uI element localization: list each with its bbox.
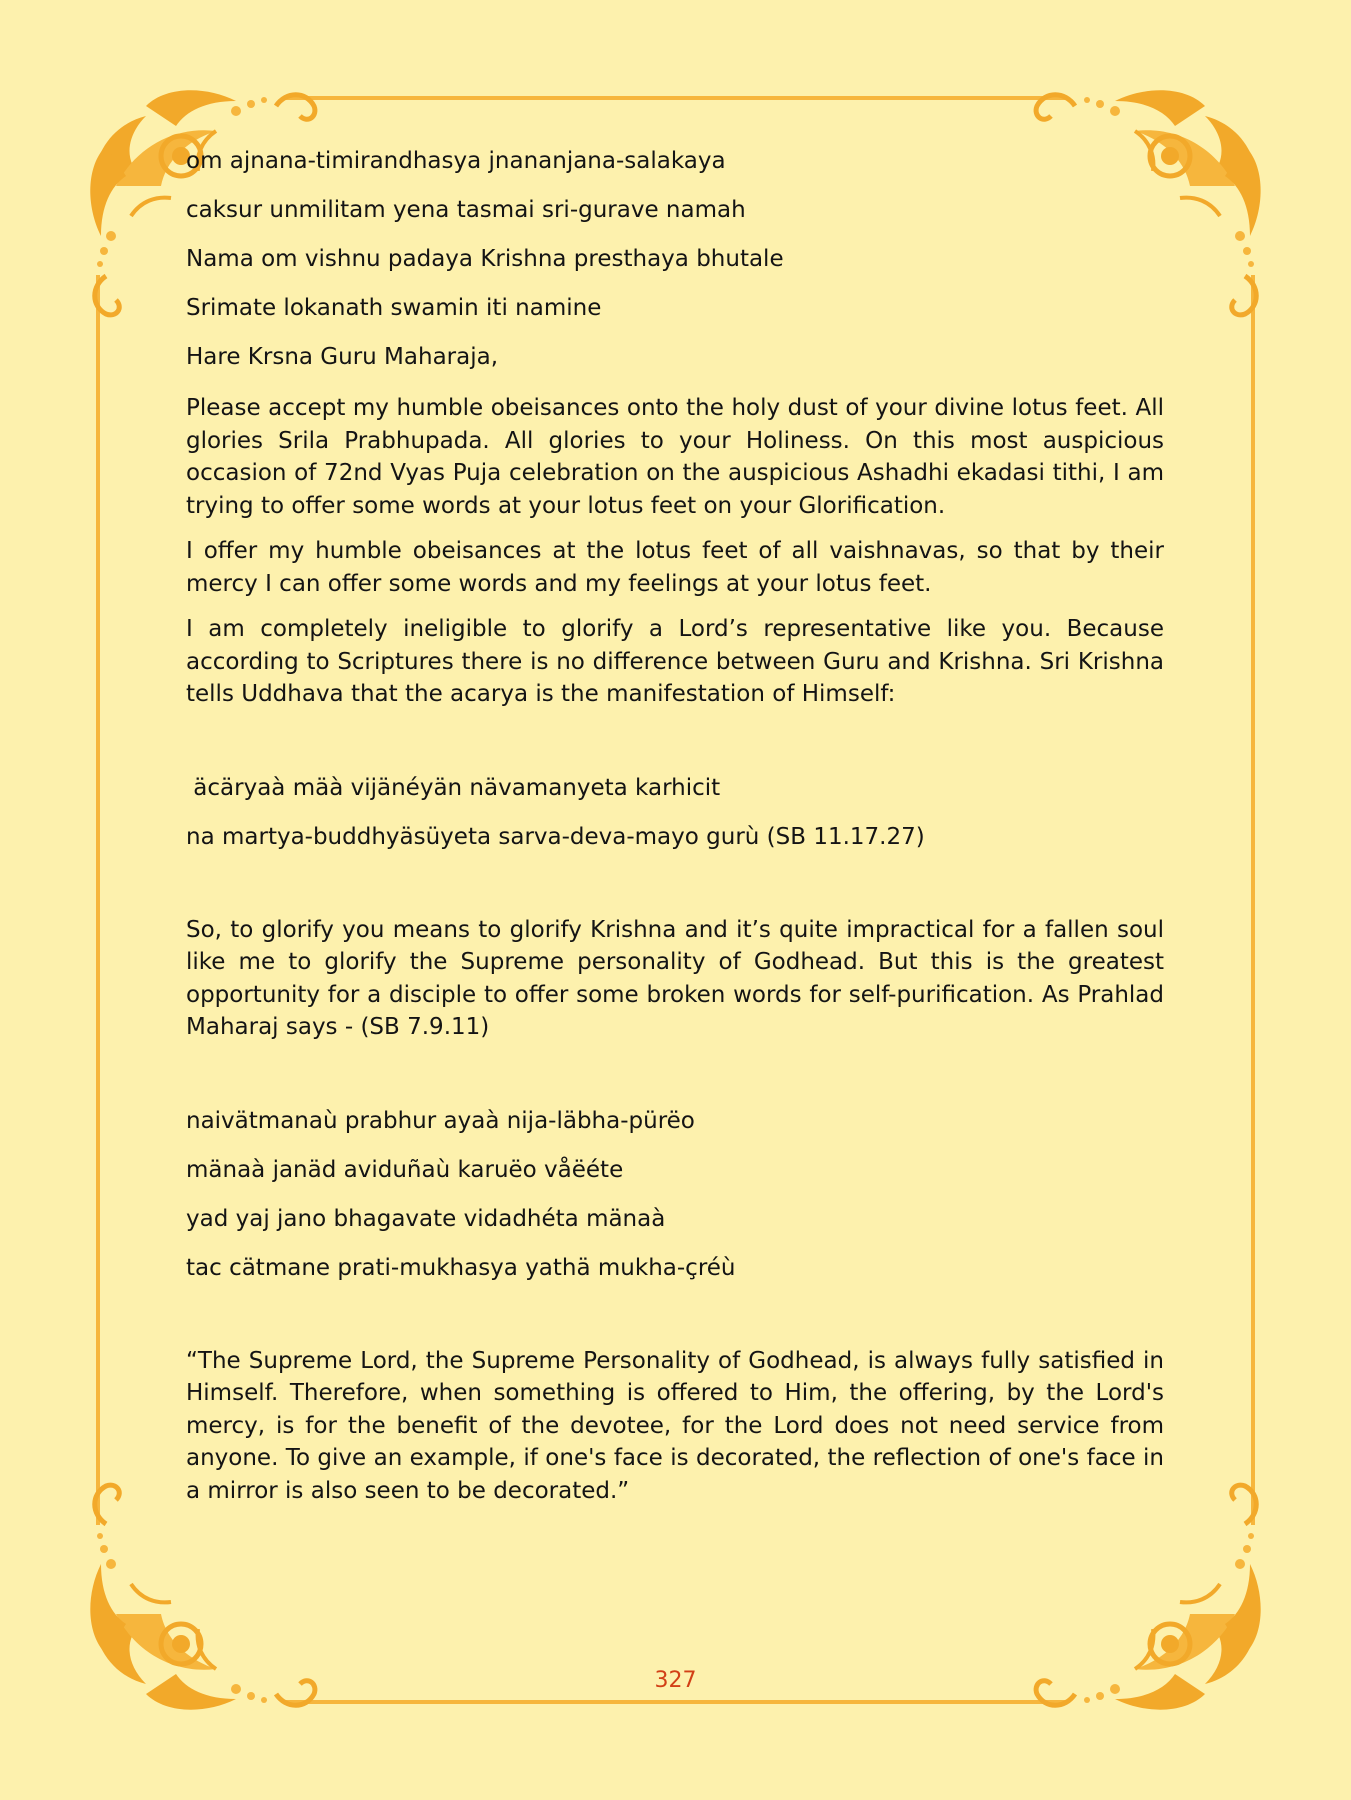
verse-line: tac cätmane prati-mukhasya yathä mukha-çréù (186, 1254, 736, 1281)
paragraph: So, to glorify you means to glorify Krishna and it’s quite impractical for a fallen soul like me to glorify the Supreme personality of Godhead. But this is the greatest opportunity for a disciple to offer some broken words for self-purification. As Prahlad Maharaj says - (SB 7.9.11) (186, 916, 1164, 1040)
verse-line: mänaà janäd aviduñaù karuëo våëéte (186, 1156, 624, 1183)
salutation: Hare Krsna Guru Maharaja, (186, 344, 499, 370)
paragraph: Please accept my humble obeisances onto the holy dust of your divine lotus feet. All glories Srila Prabhupada. All glories to your Holiness. On this most auspicious occasion of 72nd Vyas Puja celebration on the auspicious Ashadhi ekadasi tithi, I am trying to offer some words at your lotus feet on your Glorification. (186, 395, 1164, 519)
paragraph: I am completely ineligible to glorify a Lord’s representative like you. Because according to Scriptures there is no difference between Guru and Krishna. Sri Krishna tells Uddhava that the acarya is the manifestation of Himself: (186, 616, 1164, 707)
scripture-verse-sb-7-9-11 (186, 1107, 1164, 1282)
scripture-verse-sb-11-17-27 (186, 774, 1164, 851)
verse-line: na martya-buddhyäsüyeta sarva-deva-mayo gurù (SB 11.17.27) (186, 823, 925, 850)
verse-line: naivätmanaù prabhur ayaà nija-läbha-pürëo (186, 1107, 695, 1134)
page-number: 327 (654, 1668, 697, 1693)
verse-line: Srimate lokanath swamin iti namine (186, 295, 602, 321)
verse-line: om ajnana-timirandhasya jnananjana-salakaya (186, 148, 726, 174)
verse-line: äcäryaà mäà vijänéyän nävamanyeta karhicit (186, 774, 721, 801)
verse-line: caksur unmilitam yena tasmai sri-gurave namah (186, 197, 746, 223)
quoted-translation: “The Supreme Lord, the Supreme Personality of Godhead, is always fully satisfied in Himself. Therefore, when something is offered to Him, the offering, by the Lord's mercy, is for the benefit of the devotee, for the Lord does not need service from anyone. To give an example, if one's face is decorated, the reflection of one's face in a mirror is also seen to be decorated.” (186, 1347, 1164, 1504)
paragraph: I offer my humble obeisances at the lotus feet of all vaishnavas, so that by their mercy I can offer some words and my feelings at your lotus feet. (186, 538, 1164, 597)
page-content (186, 147, 1164, 1520)
invocation-verse (186, 147, 1164, 322)
verse-line: Nama om vishnu padaya Krishna presthaya bhutale (186, 246, 784, 272)
verse-line: yad yaj jano bhagavate vidadhéta mänaà (186, 1205, 666, 1232)
